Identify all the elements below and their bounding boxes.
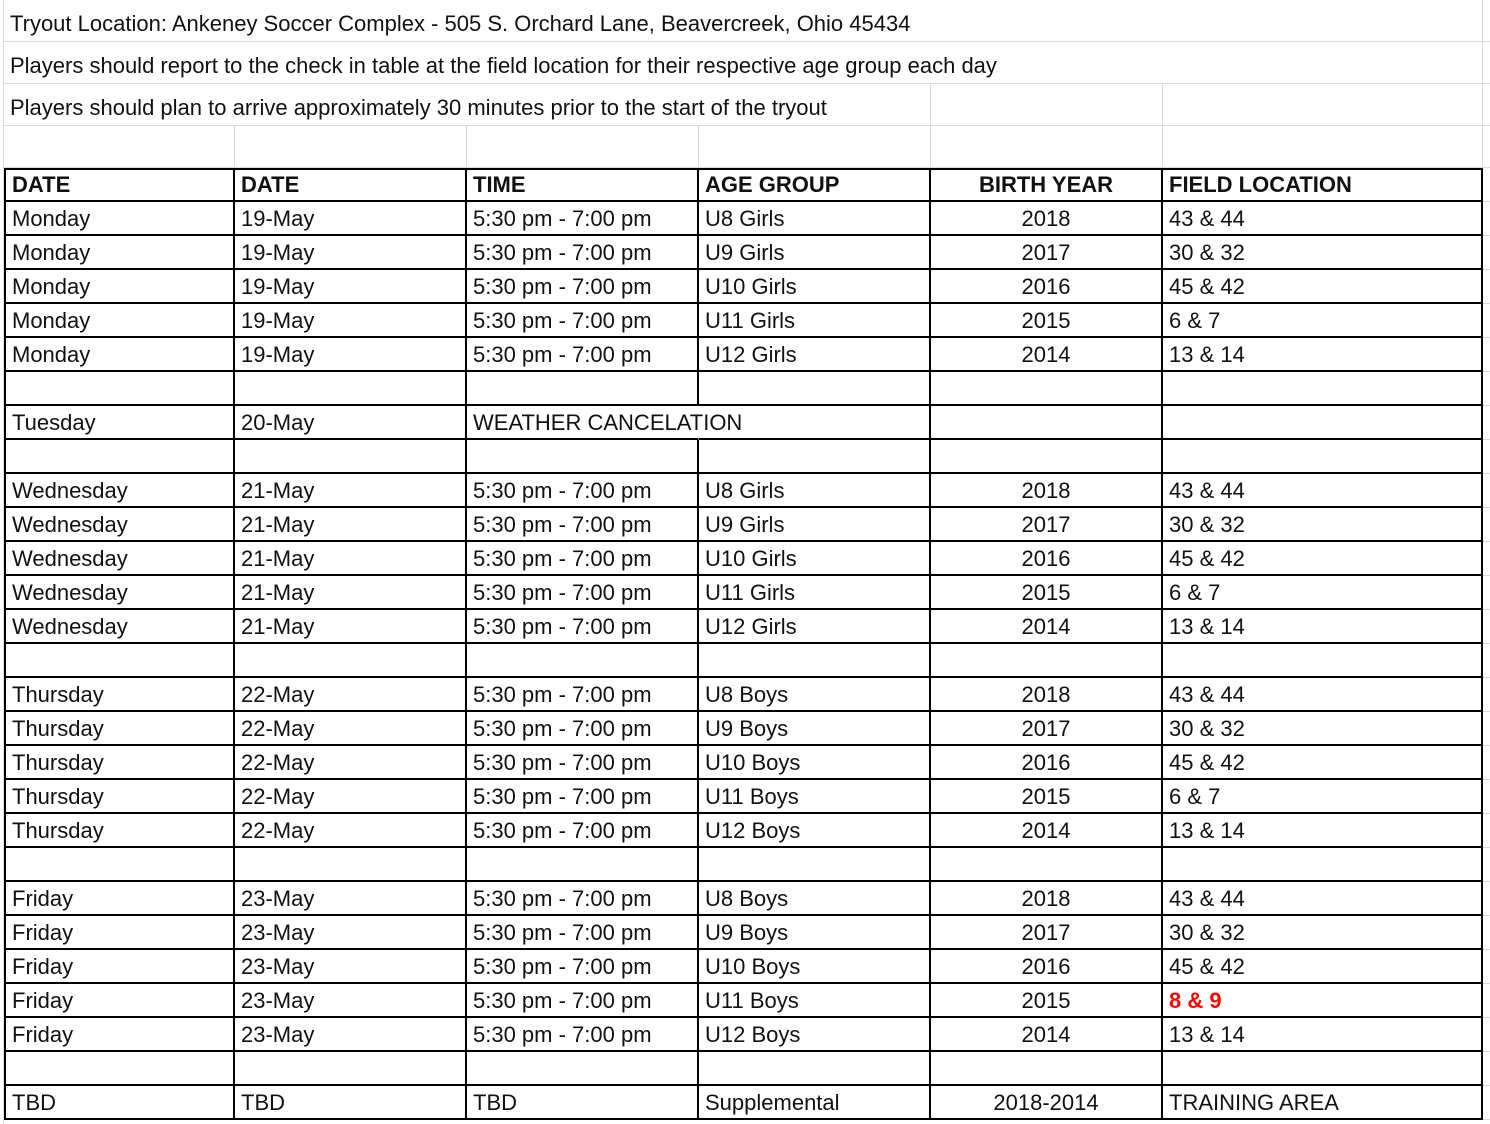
day-cell[interactable]: Tuesday (4, 406, 235, 440)
date-cell[interactable]: 22-May (235, 746, 467, 780)
day-cell[interactable]: Monday (4, 270, 235, 304)
cell (1483, 1052, 1490, 1086)
birth-year-cell[interactable]: 2018 (931, 474, 1163, 508)
table-row (0, 1018, 1490, 1052)
birth-year-cell[interactable]: 2015 (931, 304, 1163, 338)
field-location-cell[interactable] (1163, 406, 1483, 440)
day-cell[interactable] (4, 440, 235, 474)
day-cell[interactable]: Friday (4, 950, 235, 984)
date-cell[interactable]: 23-May (235, 1018, 467, 1052)
table-row (0, 814, 1490, 848)
age-group-cell[interactable]: U9 Girls (699, 236, 931, 270)
table-row (0, 916, 1490, 950)
birth-year-cell[interactable]: 2016 (931, 542, 1163, 576)
age-group-cell[interactable]: U9 Girls (699, 508, 931, 542)
table-row (0, 576, 1490, 610)
time-cell[interactable]: 5:30 pm - 7:00 pm (467, 678, 699, 712)
day-cell[interactable]: Monday (4, 202, 235, 236)
birth-year-cell[interactable]: 2016 (931, 270, 1163, 304)
cell (1483, 508, 1490, 542)
day-cell[interactable]: Monday (4, 304, 235, 338)
birth-year-cell[interactable]: 2018 (931, 882, 1163, 916)
date-cell[interactable]: 19-May (235, 304, 467, 338)
field-location-cell[interactable]: 13 & 14 (1163, 1018, 1483, 1052)
spacer-row (0, 644, 1490, 678)
date-cell[interactable]: 23-May (235, 916, 467, 950)
date-cell[interactable]: 23-May (235, 882, 467, 916)
cell (1483, 304, 1490, 338)
field-location-cell[interactable]: 13 & 14 (1163, 338, 1483, 372)
field-location-cell[interactable]: 6 & 7 (1163, 780, 1483, 814)
age-group-cell[interactable]: U8 Girls (699, 474, 931, 508)
field-location-cell[interactable]: 8 & 9 (1163, 984, 1483, 1018)
day-cell[interactable]: Friday (4, 882, 235, 916)
birth-year-cell[interactable]: 2014 (931, 814, 1163, 848)
header-row (0, 168, 1490, 202)
table-row (0, 746, 1490, 780)
date-cell[interactable]: 22-May (235, 814, 467, 848)
age-group-cell[interactable]: U12 Girls (699, 338, 931, 372)
table-row (0, 270, 1490, 304)
birth-year-cell[interactable] (931, 1052, 1163, 1086)
age-group-cell[interactable] (699, 1052, 931, 1086)
cell[interactable] (1163, 42, 1483, 84)
date-cell[interactable]: 21-May (235, 542, 467, 576)
cell[interactable] (931, 126, 1163, 168)
date-cell[interactable]: 19-May (235, 236, 467, 270)
cell (1483, 84, 1490, 126)
day-cell[interactable] (4, 848, 235, 882)
cell (1483, 440, 1490, 474)
time-cell[interactable]: 5:30 pm - 7:00 pm (467, 814, 699, 848)
day-cell[interactable]: Friday (4, 916, 235, 950)
cell (1483, 576, 1490, 610)
day-cell[interactable]: Wednesday (4, 576, 235, 610)
age-group-cell[interactable]: U10 Boys (699, 746, 931, 780)
cell (1483, 882, 1490, 916)
date-cell[interactable]: TBD (235, 1086, 467, 1120)
spacer-row (0, 440, 1490, 474)
birth-year-cell[interactable]: 2017 (931, 712, 1163, 746)
day-cell[interactable]: Friday (4, 1018, 235, 1052)
cell[interactable] (1163, 0, 1483, 42)
age-group-cell[interactable]: U12 Boys (699, 1018, 931, 1052)
cell (1483, 202, 1490, 236)
cell (1483, 168, 1490, 202)
age-group-cell[interactable]: U8 Boys (699, 882, 931, 916)
weather-cancelation-text[interactable]: WEATHER CANCELATION (473, 410, 743, 435)
age-group-cell[interactable] (699, 644, 931, 678)
time-cell[interactable]: 5:30 pm - 7:00 pm (467, 984, 699, 1018)
age-group-cell[interactable]: U10 Girls (699, 270, 931, 304)
cell (1483, 406, 1490, 440)
birth-year-cell[interactable]: 2015 (931, 984, 1163, 1018)
time-cell[interactable]: 5:30 pm - 7:00 pm (467, 270, 699, 304)
birth-year-cell[interactable] (931, 372, 1163, 406)
day-cell[interactable]: Thursday (4, 780, 235, 814)
day-cell[interactable]: Wednesday (4, 542, 235, 576)
field-location-cell[interactable] (1163, 644, 1483, 678)
date-cell[interactable]: 22-May (235, 780, 467, 814)
spacer-row (0, 1052, 1490, 1086)
check-in-note[interactable]: Players should report to the check in table at the field location for their respective age group each day (4, 42, 1163, 84)
age-group-cell[interactable] (699, 372, 931, 406)
day-cell[interactable]: Thursday (4, 814, 235, 848)
date-cell[interactable] (235, 372, 467, 406)
field-location-cell[interactable]: 30 & 32 (1163, 508, 1483, 542)
age-group-cell[interactable] (699, 440, 931, 474)
date-cell[interactable]: 23-May (235, 984, 467, 1018)
date-cell[interactable]: 19-May (235, 338, 467, 372)
time-cell[interactable]: 5:30 pm - 7:00 pm (467, 338, 699, 372)
birth-year-cell[interactable]: 2014 (931, 1018, 1163, 1052)
header-day[interactable]: DATE (4, 168, 235, 202)
date-cell[interactable]: 19-May (235, 270, 467, 304)
field-location-cell[interactable] (1163, 440, 1483, 474)
header-age-group[interactable]: AGE GROUP (699, 168, 931, 202)
birth-year-cell[interactable]: 2014 (931, 338, 1163, 372)
date-cell[interactable] (235, 1052, 467, 1086)
date-cell[interactable]: 19-May (235, 202, 467, 236)
field-location-cell[interactable]: 43 & 44 (1163, 882, 1483, 916)
cell[interactable] (467, 126, 699, 168)
time-cell[interactable]: 5:30 pm - 7:00 pm (467, 712, 699, 746)
table-row (0, 202, 1490, 236)
field-location-cell[interactable]: 13 & 14 (1163, 814, 1483, 848)
age-group-cell[interactable]: U9 Boys (699, 712, 931, 746)
day-cell[interactable]: Thursday (4, 746, 235, 780)
time-cell[interactable] (467, 440, 699, 474)
table-row (0, 610, 1490, 644)
date-cell[interactable]: 21-May (235, 576, 467, 610)
cell (1483, 712, 1490, 746)
birth-year-cell[interactable]: 2018 (931, 678, 1163, 712)
cell (1483, 236, 1490, 270)
cell (1483, 610, 1490, 644)
time-cell[interactable]: 5:30 pm - 7:00 pm (467, 746, 699, 780)
cell[interactable] (1163, 84, 1483, 126)
note-row-1 (0, 0, 1490, 42)
time-cell[interactable]: 5:30 pm - 7:00 pm (467, 542, 699, 576)
note-row-3 (0, 84, 1490, 126)
date-cell[interactable]: 21-May (235, 474, 467, 508)
header-birth-year[interactable]: BIRTH YEAR (931, 168, 1163, 202)
field-location-cell[interactable]: 45 & 42 (1163, 542, 1483, 576)
birth-year-cell[interactable] (931, 406, 1163, 440)
age-group-cell[interactable]: U10 Girls (699, 542, 931, 576)
field-location-cell[interactable]: 6 & 7 (1163, 576, 1483, 610)
date-cell[interactable] (235, 440, 467, 474)
field-location-cell[interactable]: 45 & 42 (1163, 950, 1483, 984)
cell (1483, 644, 1490, 678)
cell (1483, 1086, 1490, 1120)
table-row (0, 508, 1490, 542)
birth-year-cell[interactable]: 2016 (931, 950, 1163, 984)
date-cell[interactable]: 22-May (235, 678, 467, 712)
blank-row (0, 126, 1490, 168)
cell (1483, 678, 1490, 712)
date-cell[interactable]: 21-May (235, 610, 467, 644)
table-row (0, 542, 1490, 576)
field-location-cell[interactable]: 13 & 14 (1163, 610, 1483, 644)
time-cell[interactable]: 5:30 pm - 7:00 pm (467, 576, 699, 610)
age-group-cell[interactable]: U11 Girls (699, 304, 931, 338)
cell (1483, 1018, 1490, 1052)
birth-year-cell[interactable] (931, 440, 1163, 474)
field-location-cell[interactable]: 30 & 32 (1163, 916, 1483, 950)
field-location-cell[interactable] (1163, 372, 1483, 406)
cell (1483, 848, 1490, 882)
time-cell[interactable] (467, 372, 699, 406)
time-cell[interactable]: 5:30 pm - 7:00 pm (467, 882, 699, 916)
table-row (0, 678, 1490, 712)
cell[interactable] (235, 126, 467, 168)
time-cell[interactable]: 5:30 pm - 7:00 pm (467, 202, 699, 236)
age-group-cell[interactable] (699, 848, 931, 882)
time-cell[interactable]: 5:30 pm - 7:00 pm (467, 780, 699, 814)
cell (1483, 916, 1490, 950)
date-cell[interactable]: 23-May (235, 950, 467, 984)
date-cell[interactable]: 22-May (235, 712, 467, 746)
birth-year-cell[interactable]: 2015 (931, 780, 1163, 814)
cell (1483, 474, 1490, 508)
date-cell[interactable] (235, 848, 467, 882)
age-group-cell[interactable]: U9 Boys (699, 916, 931, 950)
cell[interactable] (699, 126, 931, 168)
cell (1483, 372, 1490, 406)
table-row (0, 338, 1490, 372)
age-group-cell[interactable]: Supplemental (699, 1086, 931, 1120)
note-row-2 (0, 42, 1490, 84)
field-location-cell[interactable]: 43 & 44 (1163, 678, 1483, 712)
birth-year-cell[interactable] (931, 644, 1163, 678)
age-group-cell[interactable]: U8 Girls (699, 202, 931, 236)
header-date[interactable]: DATE (235, 168, 467, 202)
birth-year-cell[interactable]: 2015 (931, 576, 1163, 610)
cell (1483, 780, 1490, 814)
age-group-cell[interactable]: U11 Girls (699, 576, 931, 610)
day-cell[interactable]: Friday (4, 984, 235, 1018)
birth-year-cell[interactable]: 2017 (931, 916, 1163, 950)
arrival-note[interactable]: Players should plan to arrive approximately 30 minutes prior to the start of the tryout (4, 84, 931, 126)
day-cell[interactable]: Wednesday (4, 508, 235, 542)
cell (1483, 42, 1490, 84)
table-row (0, 780, 1490, 814)
time-cell[interactable]: 5:30 pm - 7:00 pm (467, 1018, 699, 1052)
field-location-cell[interactable]: 45 & 42 (1163, 270, 1483, 304)
birth-year-cell[interactable]: 2018 (931, 202, 1163, 236)
birth-year-cell[interactable]: 2014 (931, 610, 1163, 644)
date-cell[interactable]: 20-May (235, 406, 467, 440)
day-cell[interactable] (4, 1052, 235, 1086)
tryout-location-note[interactable]: Tryout Location: Ankeney Soccer Complex - 505 S. Orchard Lane, Beavercreek, Ohio 45434 (4, 0, 1163, 42)
time-cell[interactable]: TBD (467, 1086, 699, 1120)
day-cell[interactable]: Monday (4, 236, 235, 270)
time-cell[interactable]: 5:30 pm - 7:00 pm (467, 236, 699, 270)
table-row (0, 712, 1490, 746)
age-group-cell[interactable]: U8 Boys (699, 678, 931, 712)
cell (1483, 338, 1490, 372)
cell (1483, 746, 1490, 780)
field-location-cell[interactable] (1163, 1052, 1483, 1086)
date-cell[interactable] (235, 644, 467, 678)
table-row (0, 474, 1490, 508)
field-location-cell[interactable]: 6 & 7 (1163, 304, 1483, 338)
age-group-cell[interactable]: U11 Boys (699, 780, 931, 814)
cell (1483, 0, 1490, 42)
time-cell[interactable]: 5:30 pm - 7:00 pm (467, 916, 699, 950)
table-row (0, 1086, 1490, 1120)
day-cell[interactable] (4, 372, 235, 406)
cell (1483, 984, 1490, 1018)
birth-year-cell[interactable]: 2017 (931, 236, 1163, 270)
cell[interactable] (931, 84, 1163, 126)
day-cell[interactable]: Thursday (4, 678, 235, 712)
birth-year-cell[interactable]: 2016 (931, 746, 1163, 780)
field-location-cell[interactable]: 43 & 44 (1163, 202, 1483, 236)
day-cell[interactable]: Wednesday (4, 474, 235, 508)
time-cell[interactable]: 5:30 pm - 7:00 pm (467, 304, 699, 338)
table-row (0, 406, 1490, 440)
age-group-cell[interactable]: U12 Boys (699, 814, 931, 848)
time-cell[interactable] (467, 1052, 699, 1086)
spacer-row (0, 848, 1490, 882)
spacer-row (0, 372, 1490, 406)
cell (1483, 950, 1490, 984)
cell[interactable] (4, 126, 235, 168)
cell (1483, 270, 1490, 304)
table-row (0, 882, 1490, 916)
table-row (0, 950, 1490, 984)
time-cell[interactable] (467, 644, 699, 678)
day-cell[interactable]: TBD (4, 1086, 235, 1120)
field-location-cell[interactable] (1163, 848, 1483, 882)
day-cell[interactable] (4, 644, 235, 678)
table-row (0, 984, 1490, 1018)
cell (1483, 542, 1490, 576)
field-location-cell[interactable]: 43 & 44 (1163, 474, 1483, 508)
time-cell[interactable] (467, 848, 699, 882)
field-location-cell[interactable]: 30 & 32 (1163, 712, 1483, 746)
age-group-cell[interactable]: U12 Girls (699, 610, 931, 644)
birth-year-cell[interactable]: 2018-2014 (931, 1086, 1163, 1120)
header-field-location[interactable]: FIELD LOCATION (1163, 168, 1483, 202)
time-cell[interactable]: 5:30 pm - 7:00 pm (467, 474, 699, 508)
cell (1483, 126, 1490, 168)
age-group-cell[interactable]: U11 Boys (699, 984, 931, 1018)
field-location-cell[interactable]: 45 & 42 (1163, 746, 1483, 780)
field-location-cell[interactable]: TRAINING AREA (1163, 1086, 1483, 1120)
cell (1483, 814, 1490, 848)
table-row (0, 304, 1490, 338)
birth-year-cell[interactable]: 2017 (931, 508, 1163, 542)
time-cell[interactable]: 5:30 pm - 7:00 pm (467, 950, 699, 984)
day-cell[interactable]: Thursday (4, 712, 235, 746)
table-row (0, 236, 1490, 270)
cell[interactable] (1163, 126, 1483, 168)
time-cell[interactable]: 5:30 pm - 7:00 pm (467, 610, 699, 644)
day-cell[interactable]: Wednesday (4, 610, 235, 644)
header-time[interactable]: TIME (467, 168, 699, 202)
birth-year-cell[interactable] (931, 848, 1163, 882)
date-cell[interactable]: 21-May (235, 508, 467, 542)
field-location-cell[interactable]: 30 & 32 (1163, 236, 1483, 270)
day-cell[interactable]: Monday (4, 338, 235, 372)
time-cell[interactable]: 5:30 pm - 7:00 pm (467, 508, 699, 542)
age-group-cell[interactable]: U10 Boys (699, 950, 931, 984)
